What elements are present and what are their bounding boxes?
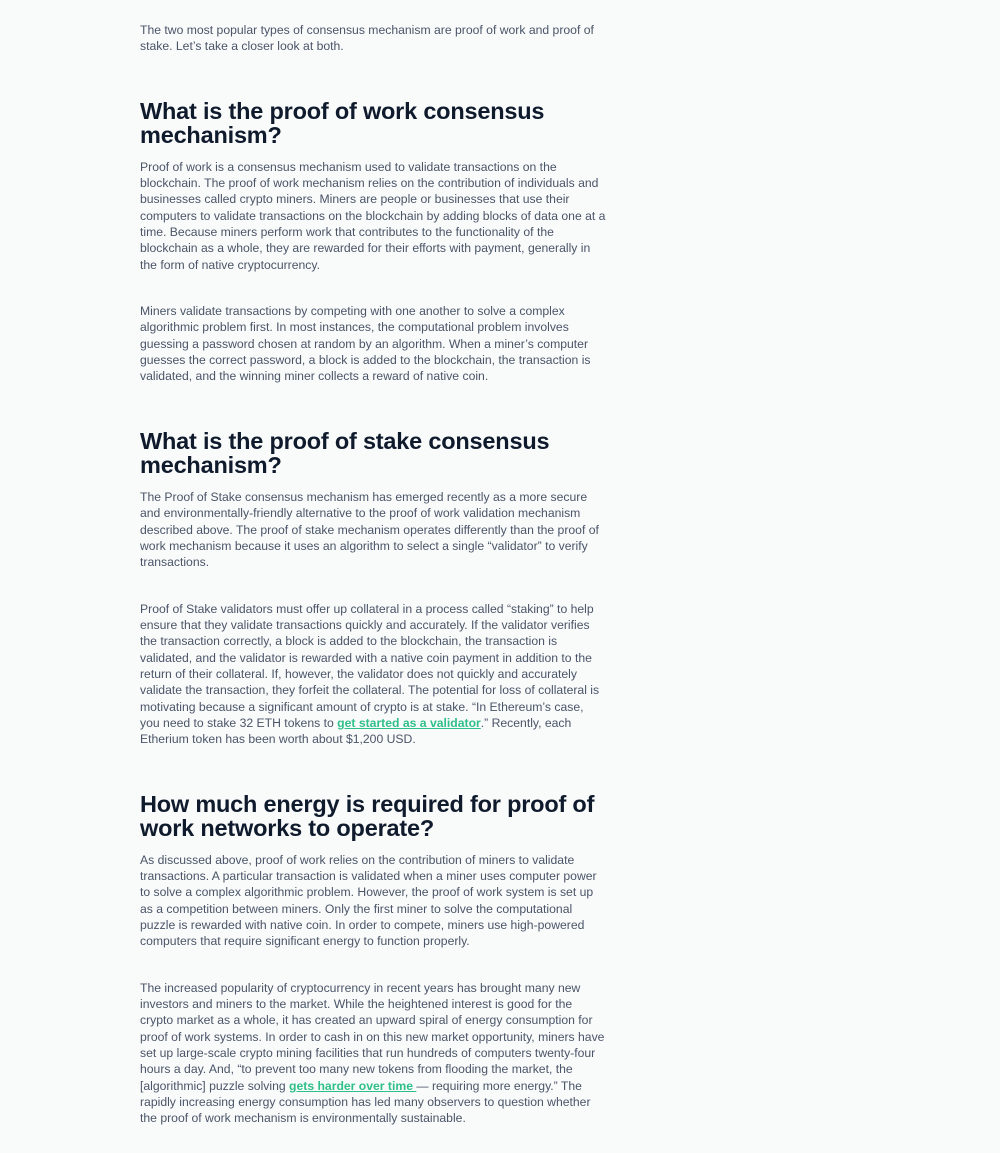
paragraph-text: Proof of Stake validators must offer up collateral in a process called “staking” to help ensure that they validate transactions quickly and accurately. If the validator verifies the transaction correctly, a block is added to the blockchain, the transaction is validated, and the validator is rewarded with a native coin payment in addition to the return of their collateral. If, however, the validator does not quickly and accurately validate the transaction, they forfeit the collateral. The potential for loss of collateral is motivating because a significant amount of crypto is at stake. “In Ethereum’s case, you need to stake 32 ETH tokens to (140, 601, 600, 730)
proof-of-work-paragraph-1: Proof of work is a consensus mechanism used to validate transactions on the blockchain. The proof of work mechanism relies on the contribution of individuals and businesses called crypto miners. Miners are people or businesses that use their computers to validate transactions on the blockchain by adding blocks of data one at a time. Because miners perform work that contributes to the functionality of the blockchain as a whole, they are rewarded for their efforts with payment, generally in the form of native cryptocurrency. (140, 159, 606, 272)
proof-of-stake-paragraph-2 (140, 601, 606, 748)
harder-over-time-link[interactable]: gets harder over time (289, 1078, 417, 1093)
proof-of-stake-paragraph-1: The Proof of Stake consensus mechanism has emerged recently as a more secure and environmentally-friendly alternative to the proof of work validation mechanism described above. The proof of stake mechanism operates differently than the proof of work mechanism because it uses an algorithm to select a single “validator” to verify transactions. (140, 489, 599, 570)
section-heading-proof-of-stake: What is the proof of stake consensus mechanism? (140, 427, 550, 479)
section-heading-energy: How much energy is required for proof of work networks to operate? (140, 790, 595, 842)
paragraph-text: — requiring more energy.” The rapidly increasing energy consumption has led many observers to question whether the proof of work mechanism is environmentally sustainable. (140, 1078, 591, 1126)
paragraph-text: The increased popularity of cryptocurrency in recent years has brought many new investors and miners to the market. While the heightened interest is good for the crypto market as a whole, it has created an upward spiral of energy consumption for proof of work systems. In order to cash in on this new market opportunity, miners have set up large-scale crypto mining facilities that run hundreds of computers twenty-four hours a day. And, “to prevent too many new tokens from flooding the market, the [algorithmic] puzzle solving (140, 980, 605, 1093)
energy-paragraph-1: As discussed above, proof of work relies on the contribution of miners to validate transactions. A particular transaction is validated when a miner uses computer power to solve a complex algorithmic problem. However, the proof of work system is set up as a competition between miners. Only the first miner to solve the computational puzzle is rewarded with native coin. In order to compete, miners use high-powered computers that require significant energy to function properly. (140, 852, 597, 949)
article-body (140, 22, 606, 1127)
validator-link[interactable]: get started as a validator (337, 715, 481, 730)
proof-of-work-paragraph-2: Miners validate transactions by competing with one another to solve a complex algorithmic problem first. In most instances, the computational problem involves guessing a password chosen at random by an algorithm. When a miner’s computer guesses the correct password, a block is added to the blockchain, the transaction is validated, and the winning miner collects a reward of native coin. (140, 304, 591, 384)
intro-paragraph: The two most popular types of consensus mechanism are proof of work and proof of stake. Let’s take a closer look at both. (140, 23, 594, 54)
energy-paragraph-2 (140, 980, 606, 1127)
section-heading-proof-of-work: What is the proof of work consensus mechanism? (140, 97, 545, 149)
paragraph-text: .” Recently, each Etherium token has been worth about $1,200 USD. (140, 715, 572, 747)
